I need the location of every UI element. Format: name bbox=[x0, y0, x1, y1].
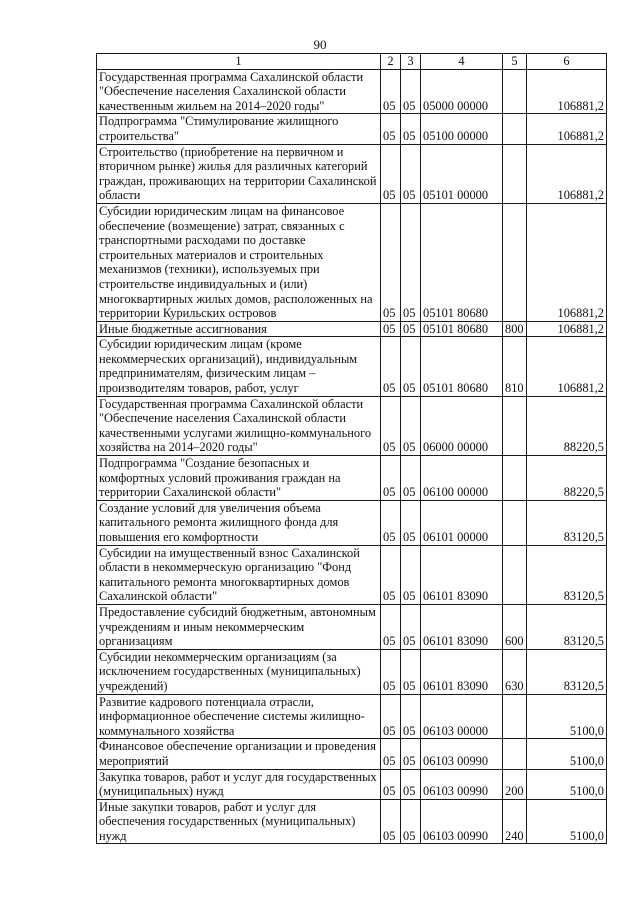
row-subsection: 05 bbox=[401, 321, 421, 337]
row-sum: 83120,5 bbox=[527, 604, 607, 649]
row-section: 05 bbox=[381, 337, 401, 396]
row-expense-type: 200 bbox=[503, 769, 527, 799]
row-subsection: 05 bbox=[401, 144, 421, 203]
row-sum: 106881,2 bbox=[527, 144, 607, 203]
header-subsection: 3 bbox=[401, 54, 421, 70]
row-name: Государственная программа Сахалинской области "Обеспечение населения Сахалинской области качественным жильем на 2014–2020 годы" bbox=[97, 69, 381, 114]
row-expense-type bbox=[503, 500, 527, 545]
row-section: 05 bbox=[381, 739, 401, 769]
row-expense-type bbox=[503, 545, 527, 604]
row-sum: 106881,2 bbox=[527, 114, 607, 144]
row-expense-type bbox=[503, 456, 527, 501]
header-section: 2 bbox=[381, 54, 401, 70]
row-name: Строительство (приобретение на первичном и вторичном рынке) жилья для различных категорий граждан, проживающих на территории Сахалинской области bbox=[97, 144, 381, 203]
row-name: Закупка товаров, работ и услуг для государственных (муниципальных) нужд bbox=[97, 769, 381, 799]
header-target-article: 4 bbox=[421, 54, 503, 70]
row-name: Подпрограмма "Создание безопасных и комфортных условий проживания граждан на территории Сахалинской области" bbox=[97, 456, 381, 501]
table-row bbox=[97, 396, 607, 455]
row-target-article: 06103 00990 bbox=[421, 739, 503, 769]
header-expense-type: 5 bbox=[503, 54, 527, 70]
row-target-article: 05101 00000 bbox=[421, 144, 503, 203]
row-expense-type bbox=[503, 203, 527, 321]
row-section: 05 bbox=[381, 321, 401, 337]
table-row bbox=[97, 604, 607, 649]
table-row bbox=[97, 500, 607, 545]
table-row bbox=[97, 337, 607, 396]
row-sum: 106881,2 bbox=[527, 321, 607, 337]
row-expense-type bbox=[503, 69, 527, 114]
row-target-article: 06103 00000 bbox=[421, 694, 503, 739]
page-number: 90 bbox=[313, 37, 327, 52]
row-subsection: 05 bbox=[401, 545, 421, 604]
row-expense-type: 240 bbox=[503, 799, 527, 844]
row-section: 05 bbox=[381, 769, 401, 799]
row-sum: 106881,2 bbox=[527, 203, 607, 321]
table-row bbox=[97, 649, 607, 694]
row-section: 05 bbox=[381, 694, 401, 739]
row-name: Государственная программа Сахалинской области "Обеспечение населения Сахалинской области качественными услугами жилищно-коммунального хозяйства на 2014–2020 годы" bbox=[97, 396, 381, 455]
row-section: 05 bbox=[381, 649, 401, 694]
row-name: Субсидии юридическим лицам (кроме некоммерческих организаций), индивидуальным предпринимателям, физическим лицам – производителям товаров, работ, услуг bbox=[97, 337, 381, 396]
row-name: Субсидии юридическим лицам на финансовое обеспечение (возмещение) затрат, связанных с транспортными расходами по доставке строительных материалов и строительных механизмов (техники), используемых при строительстве индивидуальных и (или) многоквартирных жилых домов, расположенных на территории Курильских островов bbox=[97, 203, 381, 321]
row-name: Субсидии некоммерческим организациям (за исключением государственных (муниципальных) учреждений) bbox=[97, 649, 381, 694]
row-section: 05 bbox=[381, 203, 401, 321]
row-sum: 83120,5 bbox=[527, 500, 607, 545]
row-sum: 5100,0 bbox=[527, 739, 607, 769]
row-name: Субсидии на имущественный взнос Сахалинской области в некоммерческую организацию "Фонд капитального ремонта многоквартирных домов Сахалинской области" bbox=[97, 545, 381, 604]
row-expense-type: 600 bbox=[503, 604, 527, 649]
row-section: 05 bbox=[381, 69, 401, 114]
row-subsection: 05 bbox=[401, 500, 421, 545]
row-target-article: 05100 00000 bbox=[421, 114, 503, 144]
row-expense-type: 800 bbox=[503, 321, 527, 337]
row-name: Подпрограмма "Стимулирование жилищного строительства" bbox=[97, 114, 381, 144]
header-name: 1 bbox=[97, 54, 381, 70]
row-target-article: 05000 00000 bbox=[421, 69, 503, 114]
table-row bbox=[97, 694, 607, 739]
row-sum: 5100,0 bbox=[527, 799, 607, 844]
row-target-article: 05101 80680 bbox=[421, 337, 503, 396]
row-section: 05 bbox=[381, 456, 401, 501]
row-subsection: 05 bbox=[401, 799, 421, 844]
row-section: 05 bbox=[381, 545, 401, 604]
row-expense-type: 810 bbox=[503, 337, 527, 396]
row-subsection: 05 bbox=[401, 114, 421, 144]
row-expense-type bbox=[503, 144, 527, 203]
table-row bbox=[97, 739, 607, 769]
table-row bbox=[97, 545, 607, 604]
table-row bbox=[97, 69, 607, 114]
row-target-article: 06000 00000 bbox=[421, 396, 503, 455]
row-sum: 88220,5 bbox=[527, 456, 607, 501]
row-subsection: 05 bbox=[401, 456, 421, 501]
row-target-article: 06101 83090 bbox=[421, 604, 503, 649]
table-row bbox=[97, 799, 607, 844]
table-row bbox=[97, 144, 607, 203]
row-expense-type bbox=[503, 114, 527, 144]
row-subsection: 05 bbox=[401, 694, 421, 739]
row-name: Иные закупки товаров, работ и услуг для обеспечения государственных (муниципальных) нужд bbox=[97, 799, 381, 844]
row-section: 05 bbox=[381, 114, 401, 144]
row-sum: 83120,5 bbox=[527, 545, 607, 604]
row-name: Развитие кадрового потенциала отрасли, информационное обеспечение системы жилищно-коммунального хозяйства bbox=[97, 694, 381, 739]
row-sum: 106881,2 bbox=[527, 69, 607, 114]
row-subsection: 05 bbox=[401, 649, 421, 694]
row-expense-type bbox=[503, 739, 527, 769]
header-sum: 6 bbox=[527, 54, 607, 70]
table-row bbox=[97, 114, 607, 144]
row-target-article: 06101 00000 bbox=[421, 500, 503, 545]
row-subsection: 05 bbox=[401, 739, 421, 769]
table-header-row bbox=[97, 54, 607, 70]
row-target-article: 05101 80680 bbox=[421, 203, 503, 321]
row-section: 05 bbox=[381, 799, 401, 844]
row-expense-type bbox=[503, 396, 527, 455]
row-sum: 5100,0 bbox=[527, 769, 607, 799]
row-target-article: 05101 80680 bbox=[421, 321, 503, 337]
row-section: 05 bbox=[381, 144, 401, 203]
table-row bbox=[97, 456, 607, 501]
row-subsection: 05 bbox=[401, 396, 421, 455]
row-target-article: 06101 83090 bbox=[421, 649, 503, 694]
budget-table bbox=[96, 53, 607, 844]
row-name: Создание условий для увеличения объема капитального ремонта жилищного фонда для повышения его комфортности bbox=[97, 500, 381, 545]
row-target-article: 06103 00990 bbox=[421, 769, 503, 799]
row-target-article: 06100 00000 bbox=[421, 456, 503, 501]
row-sum: 5100,0 bbox=[527, 694, 607, 739]
row-sum: 88220,5 bbox=[527, 396, 607, 455]
table-row bbox=[97, 203, 607, 321]
row-subsection: 05 bbox=[401, 769, 421, 799]
row-name: Предоставление субсидий бюджетным, автономным учреждениям и иным некоммерческим организациям bbox=[97, 604, 381, 649]
table-row bbox=[97, 769, 607, 799]
row-subsection: 05 bbox=[401, 203, 421, 321]
row-target-article: 06103 00990 bbox=[421, 799, 503, 844]
table-row bbox=[97, 321, 607, 337]
row-section: 05 bbox=[381, 500, 401, 545]
row-subsection: 05 bbox=[401, 69, 421, 114]
row-section: 05 bbox=[381, 396, 401, 455]
row-name: Финансовое обеспечение организации и проведения мероприятий bbox=[97, 739, 381, 769]
row-subsection: 05 bbox=[401, 604, 421, 649]
row-section: 05 bbox=[381, 604, 401, 649]
row-expense-type: 630 bbox=[503, 649, 527, 694]
row-subsection: 05 bbox=[401, 337, 421, 396]
row-target-article: 06101 83090 bbox=[421, 545, 503, 604]
row-sum: 106881,2 bbox=[527, 337, 607, 396]
row-expense-type bbox=[503, 694, 527, 739]
row-name: Иные бюджетные ассигнования bbox=[97, 321, 381, 337]
row-sum: 83120,5 bbox=[527, 649, 607, 694]
